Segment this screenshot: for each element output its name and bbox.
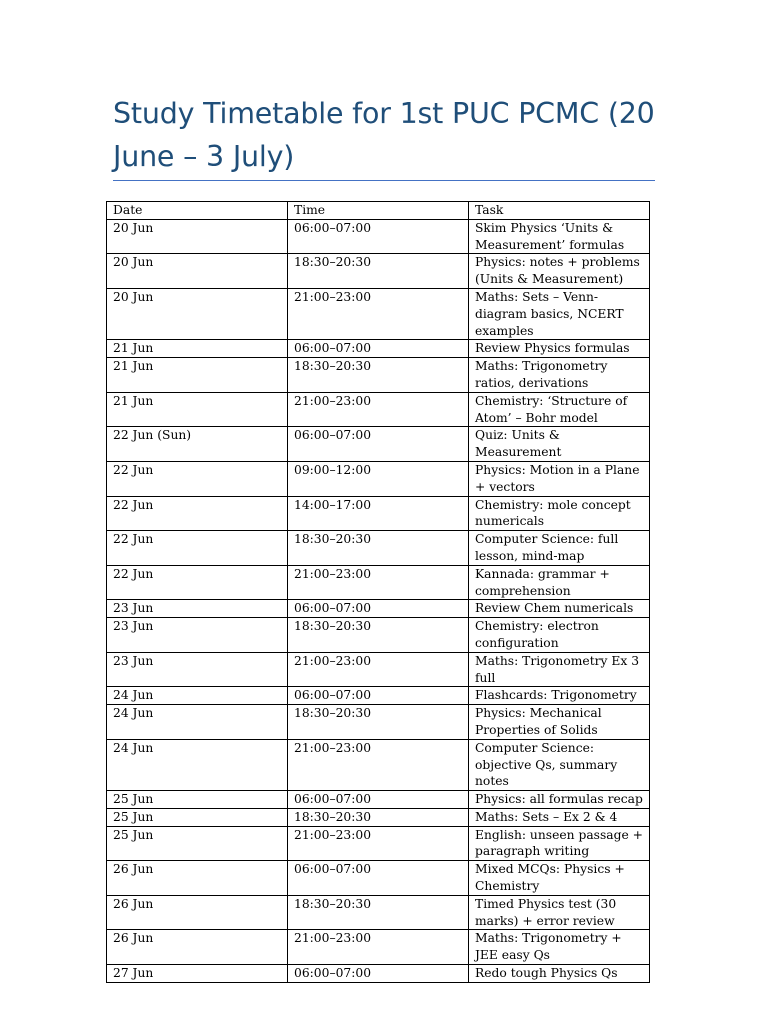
cell-time: 21:00–23:00 [288, 288, 469, 339]
table-row [107, 861, 650, 896]
cell-time: 21:00–23:00 [288, 652, 469, 687]
cell-task: Chemistry: ‘Structure of Atom’ – Bohr model [469, 392, 650, 427]
table-row [107, 531, 650, 566]
table-body [107, 219, 650, 982]
cell-time: 06:00–07:00 [288, 600, 469, 618]
cell-time: 09:00–12:00 [288, 461, 469, 496]
cell-time: 21:00–23:00 [288, 565, 469, 600]
cell-time: 06:00–07:00 [288, 340, 469, 358]
cell-time: 06:00–07:00 [288, 861, 469, 896]
cell-date: 26 Jun [107, 895, 288, 930]
cell-task: Maths: Sets – Ex 2 & 4 [469, 808, 650, 826]
cell-task: Physics: Motion in a Plane + vectors [469, 461, 650, 496]
table-row [107, 392, 650, 427]
cell-task: Flashcards: Trigonometry [469, 687, 650, 705]
cell-task: English: unseen passage + paragraph writing [469, 826, 650, 861]
cell-date: 21 Jun [107, 358, 288, 393]
cell-task: Review Chem numericals [469, 600, 650, 618]
cell-task: Review Physics formulas [469, 340, 650, 358]
cell-task: Kannada: grammar + comprehension [469, 565, 650, 600]
table-row [107, 461, 650, 496]
cell-time: 18:30–20:30 [288, 895, 469, 930]
cell-task: Maths: Trigonometry Ex 3 full [469, 652, 650, 687]
table-row [107, 739, 650, 790]
cell-date: 25 Jun [107, 791, 288, 809]
table-row [107, 826, 650, 861]
table-row [107, 565, 650, 600]
cell-date: 23 Jun [107, 618, 288, 653]
table-row [107, 254, 650, 289]
cell-date: 21 Jun [107, 340, 288, 358]
cell-date: 26 Jun [107, 930, 288, 965]
table-row [107, 358, 650, 393]
column-header-time: Time [288, 202, 469, 220]
table-row [107, 496, 650, 531]
cell-task: Maths: Trigonometry + JEE easy Qs [469, 930, 650, 965]
cell-task: Chemistry: electron configuration [469, 618, 650, 653]
cell-date: 23 Jun [107, 652, 288, 687]
cell-date: 20 Jun [107, 254, 288, 289]
table-row [107, 219, 650, 254]
cell-date: 22 Jun [107, 531, 288, 566]
title-divider [113, 180, 655, 181]
page-title: Study Timetable for 1st PUC PCMC (20 June – 3 July) [113, 97, 655, 173]
cell-task: Computer Science: objective Qs, summary notes [469, 739, 650, 790]
table-row [107, 652, 650, 687]
table-row [107, 791, 650, 809]
cell-date: 23 Jun [107, 600, 288, 618]
study-timetable [106, 201, 650, 983]
cell-time: 21:00–23:00 [288, 826, 469, 861]
table-header-row [107, 202, 650, 220]
cell-date: 22 Jun [107, 565, 288, 600]
cell-task: Maths: Trigonometry ratios, derivations [469, 358, 650, 393]
cell-time: 06:00–07:00 [288, 427, 469, 462]
column-header-date: Date [107, 202, 288, 220]
table-row [107, 965, 650, 983]
cell-time: 06:00–07:00 [288, 687, 469, 705]
table-row [107, 895, 650, 930]
cell-task: Physics: Mechanical Properties of Solids [469, 705, 650, 740]
column-header-task: Task [469, 202, 650, 220]
cell-task: Skim Physics ‘Units & Measurement’ formulas [469, 219, 650, 254]
cell-time: 18:30–20:30 [288, 705, 469, 740]
cell-task: Timed Physics test (30 marks) + error review [469, 895, 650, 930]
cell-date: 27 Jun [107, 965, 288, 983]
cell-time: 18:30–20:30 [288, 618, 469, 653]
cell-date: 22 Jun (Sun) [107, 427, 288, 462]
cell-task: Physics: all formulas recap [469, 791, 650, 809]
cell-date: 22 Jun [107, 496, 288, 531]
cell-time: 21:00–23:00 [288, 930, 469, 965]
cell-date: 24 Jun [107, 739, 288, 790]
table-row [107, 427, 650, 462]
cell-date: 20 Jun [107, 219, 288, 254]
cell-task: Mixed MCQs: Physics + Chemistry [469, 861, 650, 896]
cell-date: 24 Jun [107, 705, 288, 740]
cell-date: 24 Jun [107, 687, 288, 705]
cell-task: Chemistry: mole concept numericals [469, 496, 650, 531]
cell-time: 06:00–07:00 [288, 965, 469, 983]
cell-time: 06:00–07:00 [288, 219, 469, 254]
table-row [107, 930, 650, 965]
cell-date: 26 Jun [107, 861, 288, 896]
cell-time: 14:00–17:00 [288, 496, 469, 531]
cell-date: 25 Jun [107, 808, 288, 826]
cell-time: 18:30–20:30 [288, 254, 469, 289]
table-row [107, 288, 650, 339]
cell-time: 21:00–23:00 [288, 392, 469, 427]
table-row [107, 687, 650, 705]
cell-task: Quiz: Units & Measurement [469, 427, 650, 462]
cell-time: 06:00–07:00 [288, 791, 469, 809]
cell-task: Physics: notes + problems (Units & Measurement) [469, 254, 650, 289]
cell-task: Computer Science: full lesson, mind-map [469, 531, 650, 566]
table-row [107, 340, 650, 358]
table-row [107, 600, 650, 618]
cell-time: 18:30–20:30 [288, 531, 469, 566]
cell-date: 21 Jun [107, 392, 288, 427]
cell-date: 20 Jun [107, 288, 288, 339]
table-row [107, 808, 650, 826]
cell-time: 18:30–20:30 [288, 358, 469, 393]
cell-task: Maths: Sets – Venn-diagram basics, NCERT examples [469, 288, 650, 339]
table-row [107, 618, 650, 653]
table-row [107, 705, 650, 740]
cell-time: 18:30–20:30 [288, 808, 469, 826]
cell-date: 25 Jun [107, 826, 288, 861]
cell-task: Redo tough Physics Qs [469, 965, 650, 983]
cell-date: 22 Jun [107, 461, 288, 496]
cell-time: 21:00–23:00 [288, 739, 469, 790]
